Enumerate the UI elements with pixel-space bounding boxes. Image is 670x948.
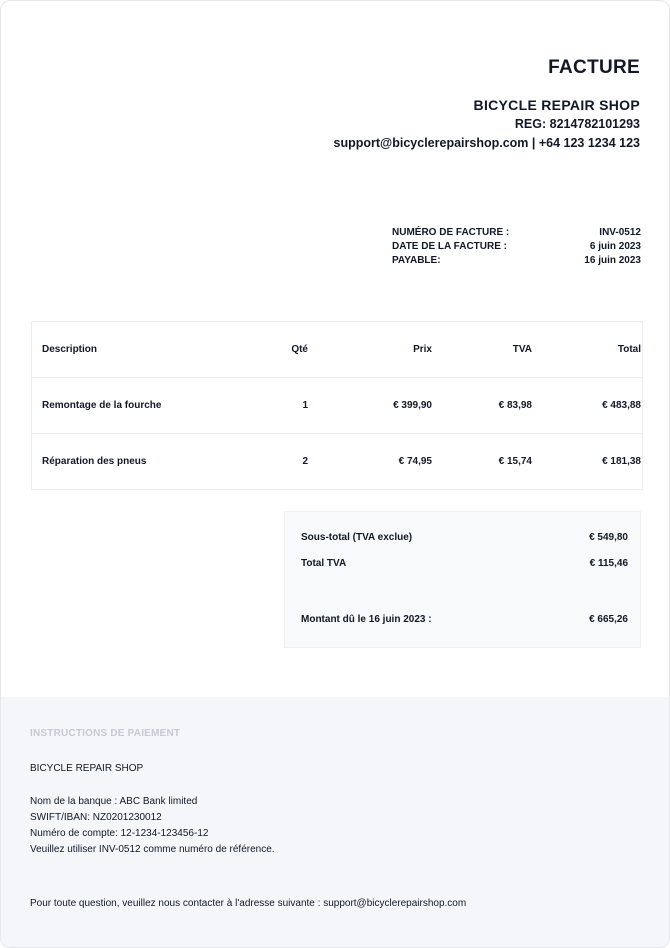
item-total: € 181,38 xyxy=(602,456,641,467)
contact-note: Pour toute question, veuillez nous contacter à l'adresse suivante : support@bicyclerepairshop.com xyxy=(30,898,467,909)
header-total: Total xyxy=(617,344,641,355)
header-price: Prix xyxy=(413,344,432,355)
item-price: € 399,90 xyxy=(393,400,432,411)
amount-due-label: Montant dû le 16 juin 2023 : xyxy=(301,614,432,625)
invoice-date-value: 6 juin 2023 xyxy=(589,241,641,252)
item-vat: € 15,74 xyxy=(498,456,532,467)
header-vat: TVA xyxy=(512,344,532,355)
bank-name: Nom de la banque : ABC Bank limited xyxy=(30,796,198,807)
subtotal-value: € 549,80 xyxy=(589,532,628,543)
payment-instructions xyxy=(1,697,669,947)
invoice-header xyxy=(334,57,640,150)
item-qty: 1 xyxy=(302,400,308,411)
amount-due-row xyxy=(301,614,628,625)
invoice-number-label: NUMÉRO DE FACTURE : xyxy=(392,227,510,238)
due-date-value: 16 juin 2023 xyxy=(584,255,641,266)
account-number: Numéro de compte: 12-1234-123456-12 xyxy=(30,828,209,839)
invoice-number-value: INV-0512 xyxy=(599,227,641,238)
item-description: Remontage de la fourche xyxy=(42,400,162,411)
item-total: € 483,88 xyxy=(602,400,641,411)
invoice-title: FACTURE xyxy=(548,57,640,78)
bank-details xyxy=(30,794,275,858)
header-qty: Qté xyxy=(291,344,308,355)
payment-company: BICYCLE REPAIR SHOP xyxy=(30,763,144,774)
company-registration: REG: 8214782101293 xyxy=(514,117,640,131)
item-description: Réparation des pneus xyxy=(42,456,147,467)
table-header-row xyxy=(32,322,642,378)
invoice-date-row xyxy=(392,240,641,254)
item-price: € 74,95 xyxy=(398,456,432,467)
vat-total-label: Total TVA xyxy=(301,558,347,569)
reference-note: Veuillez utiliser INV-0512 comme numéro de référence. xyxy=(30,844,275,855)
header-description: Description xyxy=(42,344,98,355)
table-row xyxy=(32,378,642,434)
invoice-number-row xyxy=(392,226,641,240)
due-date-label: PAYABLE: xyxy=(392,255,441,266)
subtotal-row xyxy=(301,532,628,543)
item-qty: 2 xyxy=(302,456,308,467)
subtotal-label: Sous-total (TVA exclue) xyxy=(301,532,413,543)
vat-total-row xyxy=(301,558,628,569)
totals-box xyxy=(284,511,641,648)
invoice-date-label: DATE DE LA FACTURE : xyxy=(392,241,507,252)
invoice-meta xyxy=(392,226,641,268)
item-vat: € 83,98 xyxy=(498,400,532,411)
vat-total-value: € 115,46 xyxy=(589,558,628,569)
swift-iban: SWIFT/IBAN: NZ0201230012 xyxy=(30,812,162,823)
due-date-row xyxy=(392,254,641,268)
payment-title: INSTRUCTIONS DE PAIEMENT xyxy=(30,728,181,739)
line-items-table xyxy=(31,321,643,490)
company-name: BICYCLE REPAIR SHOP xyxy=(473,97,640,113)
amount-due-value: € 665,26 xyxy=(589,614,628,625)
company-contact: support@bicyclerepairshop.com | +64 123 1234 123 xyxy=(333,136,640,150)
table-row xyxy=(32,434,642,489)
